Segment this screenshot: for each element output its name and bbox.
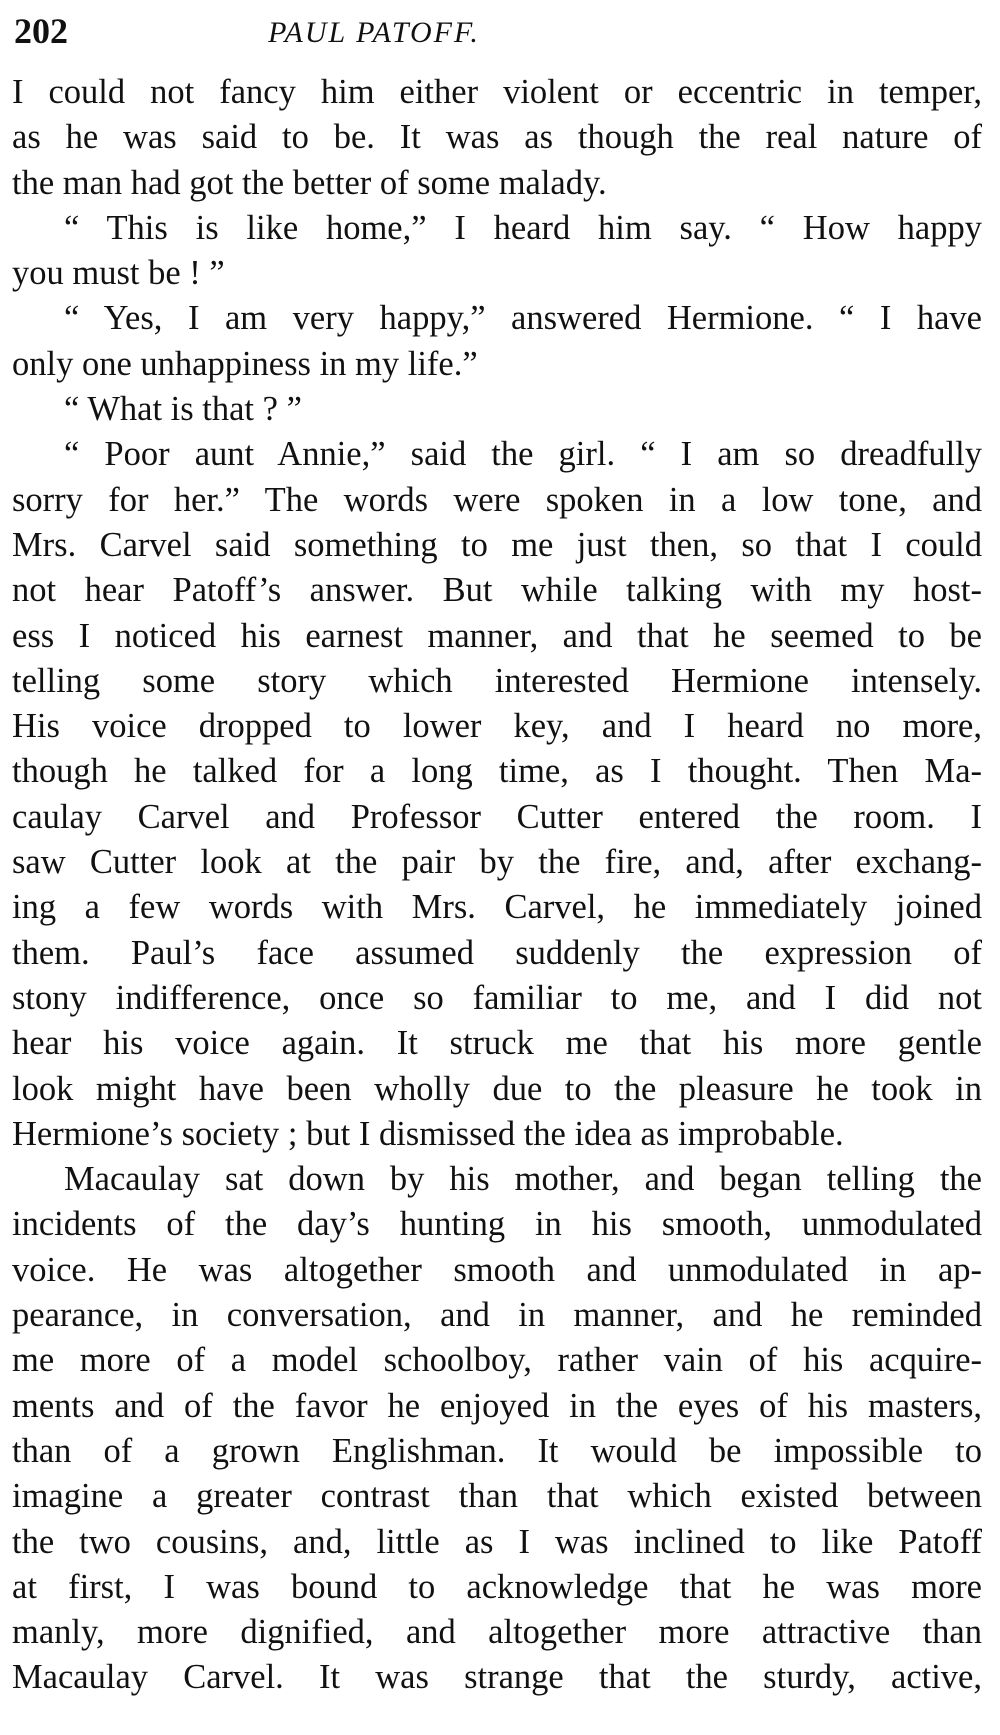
- text-line: you must be ! ”: [12, 254, 225, 293]
- text-line: manly, more dignified, and altogether more attractive than: [12, 1613, 982, 1652]
- text-line: pearance, in conversation, and in manner, and he reminded: [12, 1296, 982, 1335]
- text-line: hear his voice again. It struck me that his more gentle: [12, 1024, 982, 1063]
- text-line: than of a grown Englishman. It would be impossible to: [12, 1431, 982, 1470]
- text-line: ments and of the favor he enjoyed in the eyes of his masters,: [12, 1386, 982, 1425]
- text-line: saw Cutter look at the pair by the fire, and, after exchang-: [12, 843, 982, 882]
- text-line: the man had got the better of some malady.: [12, 163, 607, 202]
- text-line: telling some story which interested Hermione intensely.: [12, 661, 982, 700]
- text-line: ing a few words with Mrs. Carvel, he immediately joined: [12, 888, 982, 927]
- text-line: the two cousins, and, little as I was inclined to like Patoff: [12, 1522, 982, 1561]
- text-line: caulay Carvel and Professor Cutter entered the room. I: [12, 797, 982, 836]
- text-line: Macaulay sat down by his mother, and began telling the: [64, 1160, 982, 1199]
- text-line: Hermione’s society ; but I dismissed the idea as improbable.: [12, 1114, 844, 1153]
- text-line: though he talked for a long time, as I thought. Then Ma-: [12, 752, 982, 791]
- text-line: only one unhappiness in my life.”: [12, 344, 478, 383]
- text-line: ess I noticed his earnest manner, and that he seemed to be: [12, 616, 982, 655]
- text-line: I could not fancy him either violent or eccentric in temper,: [12, 73, 982, 111]
- text-line: His voice dropped to lower key, and I heard no more,: [12, 707, 982, 746]
- text-line: at first, I was bound to acknowledge that he was more: [12, 1567, 982, 1606]
- text-line: imagine a greater contrast than that which existed between: [12, 1477, 982, 1516]
- text-line: “ Yes, I am very happy,” answered Hermione. “ I have: [64, 299, 982, 338]
- text-line: Macaulay Carvel. It was strange that the sturdy, active,: [12, 1658, 982, 1697]
- text-line: stony indifference, once so familiar to me, and I did not: [12, 978, 982, 1017]
- text-line: “ This is like home,” I heard him say. “ How happy: [64, 208, 982, 247]
- text-line: as he was said to be. It was as though the real nature of: [12, 118, 982, 157]
- text-line: not hear Patoff’s answer. But while talking with my host-: [12, 571, 982, 610]
- text-line: me more of a model schoolboy, rather vain of his acquire-: [12, 1341, 982, 1380]
- page-number: 202: [14, 11, 68, 51]
- text-line: look might have been wholly due to the pleasure he took in: [12, 1069, 982, 1108]
- text-line: voice. He was altogether smooth and unmodulated in ap-: [12, 1250, 982, 1289]
- body-text: [12, 70, 982, 1701]
- running-title: PAUL PATOFF.: [268, 16, 480, 49]
- text-line: Mrs. Carvel said something to me just then, so that I could: [12, 525, 982, 564]
- text-line: sorry for her.” The words were spoken in a low tone, and: [12, 480, 982, 519]
- text-line: incidents of the day’s hunting in his smooth, unmodulated: [12, 1205, 982, 1244]
- text-line: them. Paul’s face assumed suddenly the expression of: [12, 933, 982, 972]
- text-line: “ What is that ? ”: [64, 390, 302, 429]
- text-line: “ Poor aunt Annie,” said the girl. “ I am so dreadfully: [64, 435, 982, 474]
- page-header: [14, 6, 984, 66]
